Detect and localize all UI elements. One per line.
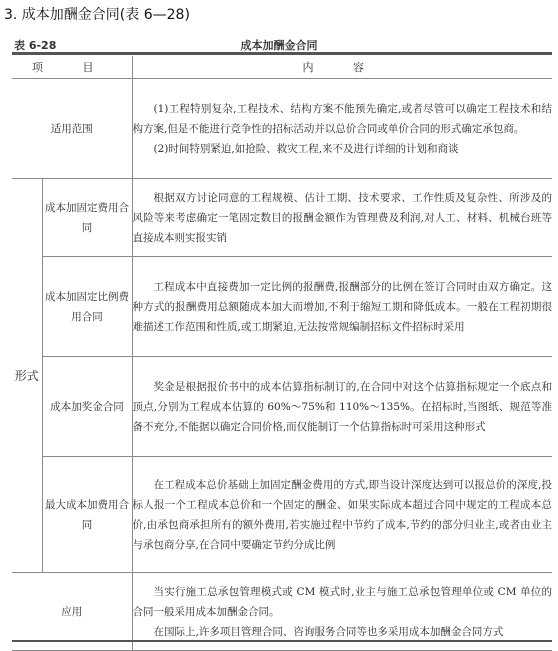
- application-paragraph-2: 在国际上,许多项目管理合同、咨询服务合同等也多采用成本加酬金合同方式: [153, 625, 504, 638]
- label-forms: 形式: [12, 179, 42, 573]
- label-form-3: 成本加奖金合同: [42, 357, 132, 457]
- label-form-4: 最大成本加费用合同: [42, 457, 132, 573]
- content-form-3: 奖金是根据报价书中的成本估算指标制订的,在合同中对这个估算指标规定一个底点和顶点,分别为工程成本估算的 60%～75%和 110%～135%。在招标时,当图纸、规范等准备不充分,不能据以确定合同价格,而仅能制订一个估算指标时可采用这种形式: [132, 357, 552, 457]
- label-application: 应用: [12, 573, 132, 651]
- row-form-4: [12, 457, 552, 573]
- scope-paragraph-2: (2)时间特别紧迫,如抢险、救灾工程,来不及进行详细的计划和商谈: [153, 142, 459, 155]
- row-applicable-scope: [12, 79, 552, 179]
- row-form-1: [12, 179, 552, 257]
- table-bottom-rule: [12, 640, 552, 642]
- contract-table: [12, 56, 552, 651]
- header-item: 项 目: [12, 56, 132, 79]
- application-paragraph-1: 当实行施工总承包管理模式或 CM 模式时,业主与施工总承包管理单位或 CM 单位的合同一般采用成本加酬金合同。: [132, 585, 552, 618]
- row-application: [12, 573, 552, 651]
- table-number: 表 6-28: [14, 39, 57, 52]
- row-form-3: [12, 357, 552, 457]
- content-applicable-scope: [132, 79, 552, 179]
- header-row: [12, 56, 552, 79]
- table-top-rule: [12, 52, 552, 55]
- label-form-2: 成本加固定比例费用合同: [42, 257, 132, 357]
- content-form-4: 在工程成本总价基础上加固定酬金费用的方式,即当设计深度达到可以报总价的深度,投标人报一个工程成本总价和一个固定的酬金、如果实际成本超过合同中规定的工程成本总价,由承包商承担所有的额外费用,若实施过程中节约了成本,节约的部分归业主,或者由业主与承包商分享,在合同中要确定节约分成比例: [132, 457, 552, 573]
- content-form-1: 根据双方讨论同意的工程规模、估计工期、技术要求、工作性质及复杂性、所涉及的风险等来考虑确定一笔固定数目的报酬金额作为管理费及利润,对人工、材料、机械台班等直接成本则实报实销: [132, 179, 552, 257]
- label-form-1: 成本加固定费用合同: [42, 179, 132, 257]
- label-applicable-scope: 适用范围: [12, 79, 132, 179]
- content-form-2: 工程成本中直接费加一定比例的报酬费,报酬部分的比例在签订合同时由双方确定。这种方式的报酬费用总额随成本加大而增加,不利于缩短工期和降低成本。一般在工程初期很难描述工作范围和性质,或工期紧迫,无法按常规编制招标文件招标时采用: [132, 257, 552, 357]
- section-heading: 3. 成本加酬金合同(表 6—28): [4, 7, 190, 23]
- scope-paragraph-1: (1)工程特别复杂,工程技术、结构方案不能预先确定,或者尽管可以确定工程技术和结构方案,但是不能进行竞争性的招标活动并以总价合同或单价合同的形式确定承包商。: [132, 102, 552, 135]
- row-form-2: [12, 257, 552, 357]
- content-application: [132, 573, 552, 651]
- header-content: 内 容: [132, 56, 552, 79]
- table-title: 成本加酬金合同: [240, 39, 318, 52]
